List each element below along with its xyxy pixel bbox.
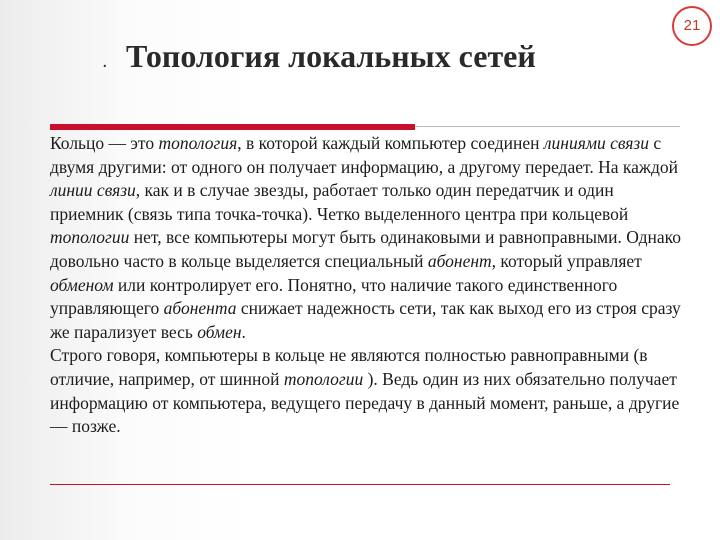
text-run: . — [241, 321, 246, 342]
italic-term: топология — [158, 133, 238, 153]
bottom-divider — [50, 484, 670, 485]
text-run: Строго говоря, компьютеры в кольце не являются полностью равноправными (в отличие, например, от шинной — [50, 345, 648, 389]
italic-term: топологии — [50, 227, 130, 248]
slide-number-badge — [672, 6, 712, 46]
text-run: ). Ведь один из них обязательно получает информацию от компьютера, ведущего передачу в данный момент, раньше, а другие — позже. — [50, 368, 680, 437]
text-run: или контролирует его. Понятно, что наличие такого единственного управляющего — [50, 274, 618, 319]
body-text — [50, 132, 690, 439]
title-bullet: . — [102, 50, 108, 72]
italic-term: линии связи — [50, 180, 136, 201]
body-paragraph-1 — [50, 132, 690, 344]
text-run: снижает надежность сети, так как выход его из строя сразу же парализует весь — [50, 298, 681, 342]
italic-term: линиями связи — [543, 133, 649, 153]
text-run: с двумя другими: от одного он получает информацию, а другому передает. На каждой — [50, 133, 678, 177]
italic-term: обмен — [197, 321, 242, 342]
text-run: , в которой каждый компьютер соединен — [237, 133, 544, 153]
italic-term: абонент — [427, 250, 492, 271]
italic-term: топологии — [283, 368, 364, 389]
text-run: нет, все компьютеры могут быть одинаковыми и равноправными. Однако довольно часто в кольце выделяется специальный — [50, 227, 682, 271]
page-title: Топология локальных сетей — [126, 38, 536, 74]
italic-term: абонента — [163, 298, 237, 319]
text-run: , который управляет — [491, 250, 642, 271]
text-run: , как и в случае звезды, работает только один передатчик и один приемник (связь типа точка-точка). Четко выделенного центра при кольцевой — [50, 180, 629, 224]
title-accent-bar — [50, 124, 415, 130]
slide-number: 21 — [683, 17, 701, 34]
text-run: Кольцо — это — [50, 133, 159, 153]
body-paragraph-2 — [50, 344, 690, 438]
italic-term: обменом — [50, 274, 114, 295]
